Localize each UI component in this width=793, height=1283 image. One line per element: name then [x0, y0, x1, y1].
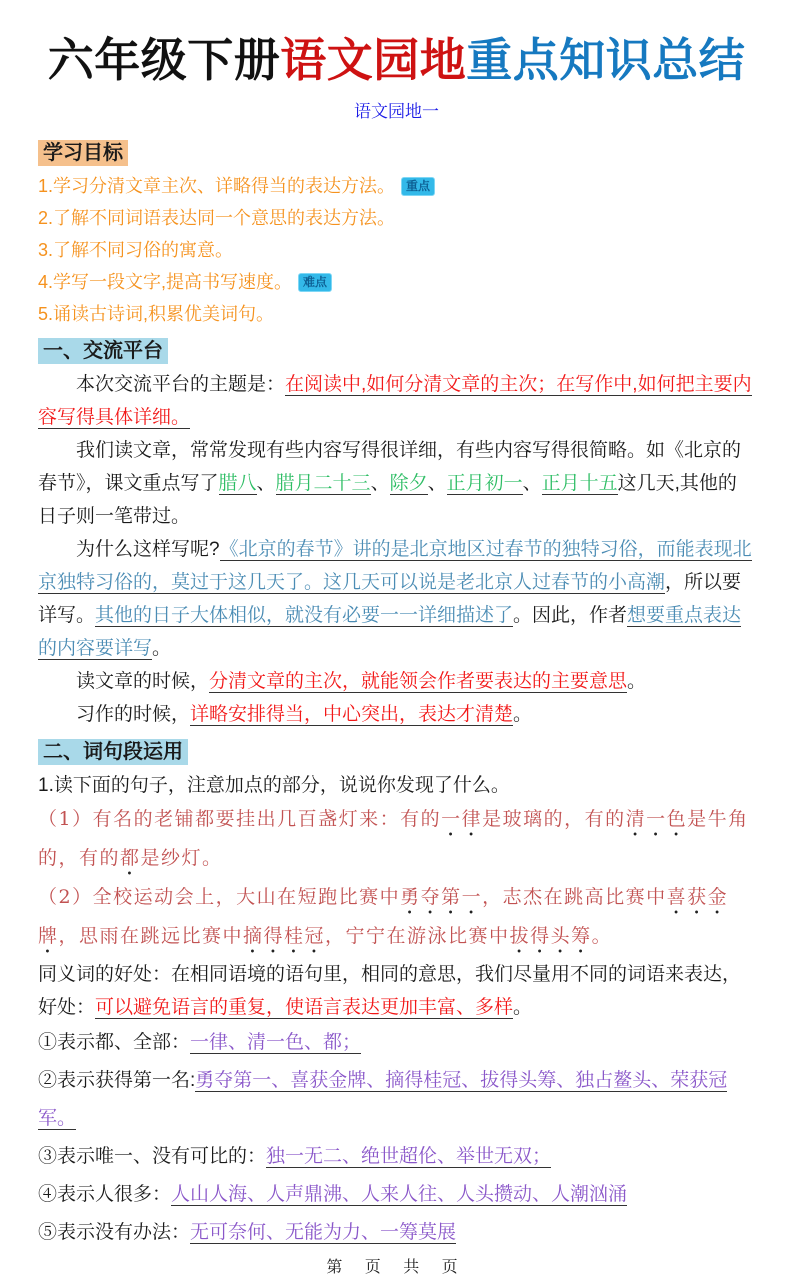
goal-text: 4.学写一段文字,提高书写速度。 — [38, 271, 293, 292]
text-segment: 。 — [152, 637, 172, 659]
text-segment: 无可奈何、无能为力、一筹莫展 — [190, 1221, 457, 1243]
text-segment: 人山人海、人声鼎沸、人来人往、人头攒动、人潮汹涌 — [171, 1183, 628, 1205]
platform-paragraph-reading — [38, 665, 755, 698]
text-segment: 正月初一 — [446, 472, 523, 494]
text-segment: 、 — [522, 472, 542, 494]
goal-text: 3.了解不同习俗的寓意。 — [38, 239, 234, 260]
text-segment: 本次交流平台的主题是： — [76, 373, 286, 395]
text-segment: 读文章的时候， — [76, 670, 210, 692]
text-segment: ②表示获得第一名: — [38, 1069, 196, 1091]
text-segment: 腊月二十三 — [275, 472, 371, 494]
text-segment: 我们读文章，常常发现有些内容写得很详细，有些内容写得很简略。如《北京的春节》，课文重点写了 — [38, 439, 742, 494]
text-segment: 、 — [427, 472, 447, 494]
text-segment: 。 — [591, 924, 613, 947]
goal-text: 2.了解不同词语表达同一个意思的表达方法。 — [38, 207, 396, 228]
example-sentence-2 — [38, 880, 755, 958]
text-segment: 勇夺第一 — [400, 885, 483, 908]
text-segment: ，所以要详写。 — [38, 571, 742, 626]
goals-list — [38, 170, 755, 330]
text-segment: 为什么这样写呢? — [76, 538, 220, 560]
title-part-summary: 重点知识总结 — [466, 34, 746, 86]
difficult-point-badge: 难点 — [298, 273, 332, 292]
text-segment: 。 — [513, 703, 533, 725]
text-segment: ①表示都、全部： — [38, 1031, 191, 1053]
text-segment: 。 — [627, 670, 647, 692]
text-segment: 详略安排得当，中心突出，表达才清楚 — [190, 703, 514, 725]
text-segment: 其他的日子大体相似，就没有必要一一详细描述了 — [95, 604, 514, 626]
word-groups — [38, 1024, 755, 1252]
text-segment: 。因此，作者 — [513, 604, 628, 626]
synonym-note — [38, 958, 755, 1024]
text-segment: 一律、清一色、都； — [190, 1031, 362, 1053]
text-segment: 同义词的好处：在相同语境的语句里，相同的意思，我们尽量用不同的词语来表达，好处： — [38, 963, 742, 1018]
text-segment: 是牛角的，有的 — [38, 807, 749, 869]
key-point-badge: 重点 — [401, 177, 435, 196]
text-segment: 一律 — [441, 807, 483, 830]
subtitle: 语文园地一 — [354, 101, 439, 121]
text-segment: 喜获金牌 — [38, 885, 729, 947]
goals-heading: 学习目标 — [38, 140, 128, 166]
text-segment: 除夕 — [389, 472, 428, 494]
example-sentence-1 — [38, 802, 755, 880]
text-segment: ，志杰在跳高比赛中 — [482, 885, 667, 908]
word-group-crowded — [38, 1176, 755, 1214]
word-group-first-place — [38, 1062, 755, 1138]
text-segment: 分清文章的主次，就能领会作者要表达的主要意思 — [209, 670, 628, 692]
text-segment: 想要重点表达的内容要详写 — [38, 604, 742, 659]
title-part-yuwenyuandi: 语文园地 — [280, 34, 467, 86]
goal-item — [38, 298, 755, 330]
text-segment: 摘得桂冠 — [243, 924, 326, 947]
section1-heading-row — [38, 334, 755, 363]
text-segment: 这几天,其他的日子则一笔带过。 — [38, 472, 737, 527]
text-segment: 是玻璃的，有的 — [482, 807, 626, 830]
text-segment: 勇夺第一、喜获金牌、摘得桂冠、拔得头筹、独占鳌头、荣获冠军。 — [38, 1069, 728, 1129]
text-segment: （1）有名的老铺都要挂出几百盏灯来：有的 — [38, 807, 442, 830]
goals-heading-row — [38, 136, 755, 165]
text-segment: 、 — [370, 472, 390, 494]
text-segment: 正月十五 — [541, 472, 618, 494]
text-segment: 清一色 — [625, 807, 688, 830]
text-segment: 独一无二、绝世超伦、举世无双； — [266, 1145, 552, 1167]
goal-item — [38, 170, 755, 202]
section2-heading-row — [38, 735, 755, 764]
goal-item — [38, 202, 755, 234]
section1-heading: 一、交流平台 — [38, 338, 168, 364]
text-segment: 《北京的春节》讲的是北京地区过春节的独特习俗，而能表现北京独特习俗的，莫过于这几天了。这几天可以说是老北京人过春节的小高潮 — [38, 538, 752, 593]
platform-paragraph-why — [38, 533, 755, 665]
text-segment: 腊八 — [218, 472, 257, 494]
text-segment: 是纱灯。 — [140, 846, 223, 869]
text-segment: 拔得头筹 — [509, 924, 592, 947]
text-segment: ④表示人很多： — [38, 1183, 172, 1205]
word-group-all — [38, 1024, 755, 1062]
platform-paragraph-topic — [38, 368, 755, 434]
text-segment: ，宁宁在游泳比赛中 — [325, 924, 510, 947]
text-segment: 可以避免语言的重复，使语言表达更加丰富、多样 — [95, 996, 514, 1018]
text-segment: 、 — [256, 472, 276, 494]
text-segment: （2）全校运动会上，大山在短跑比赛中 — [38, 885, 401, 908]
text-segment: 都 — [120, 846, 141, 869]
page-footer: 第 页 共 页 — [326, 1258, 467, 1276]
platform-paragraph-example — [38, 434, 755, 533]
text-segment: ③表示唯一、没有可比的： — [38, 1145, 267, 1167]
page-title — [38, 34, 755, 87]
platform-paragraph-writing — [38, 698, 755, 731]
text-segment: 习作的时候， — [76, 703, 191, 725]
usage-intro: 1.读下面的句子，注意加点的部分，说说你发现了什么。 — [38, 774, 510, 796]
goal-item — [38, 234, 755, 266]
text-segment: 在阅读中,如何分清文章的主次；在写作中,如何把主要内容写得具体详细。 — [38, 373, 752, 428]
text-segment: 。 — [513, 996, 533, 1018]
word-group-unique — [38, 1138, 755, 1176]
text-segment: ⑤表示没有办法： — [38, 1221, 191, 1243]
goal-text: 1.学习分清文章主次、详略得当的表达方法。 — [38, 175, 396, 196]
text-segment: ，思雨在跳远比赛中 — [58, 924, 244, 947]
title-part-grade: 六年级下册 — [47, 34, 281, 86]
word-group-helpless — [38, 1214, 755, 1252]
goal-item — [38, 266, 755, 298]
goal-text: 5.诵读古诗词,积累优美词句。 — [38, 303, 275, 324]
section2-heading: 二、词句段运用 — [38, 739, 188, 765]
